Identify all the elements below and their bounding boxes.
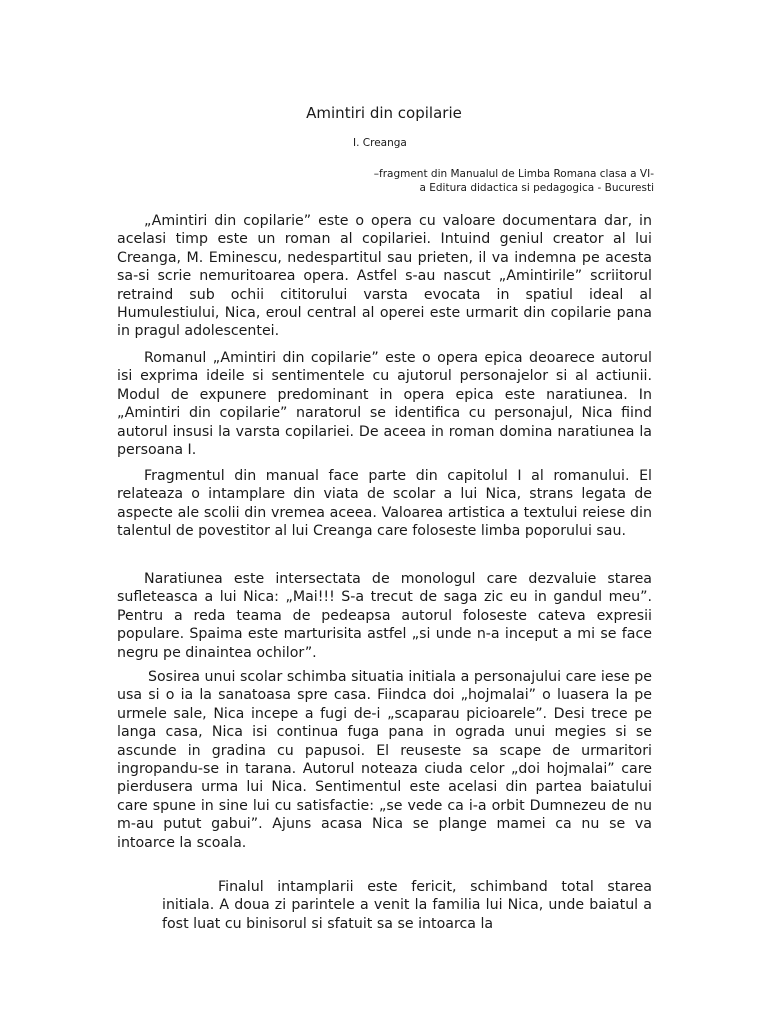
source-line-2: a Editura didactica si pedagogica - Bucuresti: [419, 182, 654, 194]
paragraph-5: Sosirea unui scolar schimba situatia initiala a personajului care iese pe usa si o ia la sanatoasa spre casa. Fiindca doi „hojmalai” o luasera la pe urmele sale, Nica incepe a fugi de-i „scaparau picioarele”. Desi trece pe langa casa, Nica isi continua fuga pana in ograda unui megies si se ascunde in gradina cu papusoi. El reuseste sa scape de urmaritori ingropandu-se in tarana. Autorul noteaza ciuda celor „doi hojmalai” care pierdusera urma lui Nica. Sentimentul este acelasi din partea baiatului care spune in sine lui cu satisfactie: „se vede ca i-a orbit Dumnezeu de nu m-au putut gabui”. Ajuns acasa Nica se plange mamei ca nu se va intoarce la scoala.: [117, 669, 652, 851]
paragraph-2: Romanul „Amintiri din copilarie” este o opera epica deoarece autorul isi exprima ideile si sentimentele cu ajutorul personajelor si al actiunii. Modul de expunere predominant in opera epica este naratiunea. In „Amintiri din copilarie” naratorul se identifica cu personajul, Nica fiind autorul insusi la varsta copilariei. De aceea in roman domina naratiunea la persoana I.: [117, 350, 652, 459]
paragraph-1: „Amintiri din copilarie” este o opera cu valoare documentara dar, in acelasi timp este un roman al copilariei. Intuind geniul creator al lui Creanga, M. Eminescu, nedespartitul sau prieten, il va indemna pe acesta sa-si scrie nemuritoarea opera. Astfel s-au nascut „Amintirile” scriitorul retraind sub ochii cititorului varsta evocata in spatiul ideal al Humulestiului, Nica, eroul central al operei este urmarit din copilarie pana in pragul adolescentei.: [117, 213, 652, 340]
document-title: Amintiri din copilarie: [306, 104, 462, 122]
paragraph-4: Naratiunea este intersectata de monologul care dezvaluie starea sufleteasca a lui Nica: „Mai!!! S-a trecut de saga zic eu in gandul meu”. Pentru a reda teama de pedeapsa autorul foloseste cateva expresii populare. Spaima este marturisita astfel „si unde n-a inceput a mi se face negru pe dinaintea ochilor”.: [117, 571, 652, 661]
source-line-1: –fragment din Manualul de Limba Romana clasa a VI-: [373, 168, 654, 180]
paragraph-6: Finalul intamplarii este fericit, schimband total starea initiala. A doua zi parintele a venit la familia lui Nica, unde baiatul a fost luat cu binisorul si sfatuit sa se intoarca la: [162, 879, 652, 932]
author-name: I. Creanga: [353, 137, 407, 149]
source-note: [324, 167, 654, 195]
paragraph-3: Fragmentul din manual face parte din capitolul I al romanului. El relateaza o intamplare din viata de scolar a lui Nica, strans legata de aspecte ale scolii din vremea aceea. Valoarea artistica a textului reiese din talentul de povestitor al lui Creanga care foloseste limba poporului sau.: [117, 468, 652, 540]
